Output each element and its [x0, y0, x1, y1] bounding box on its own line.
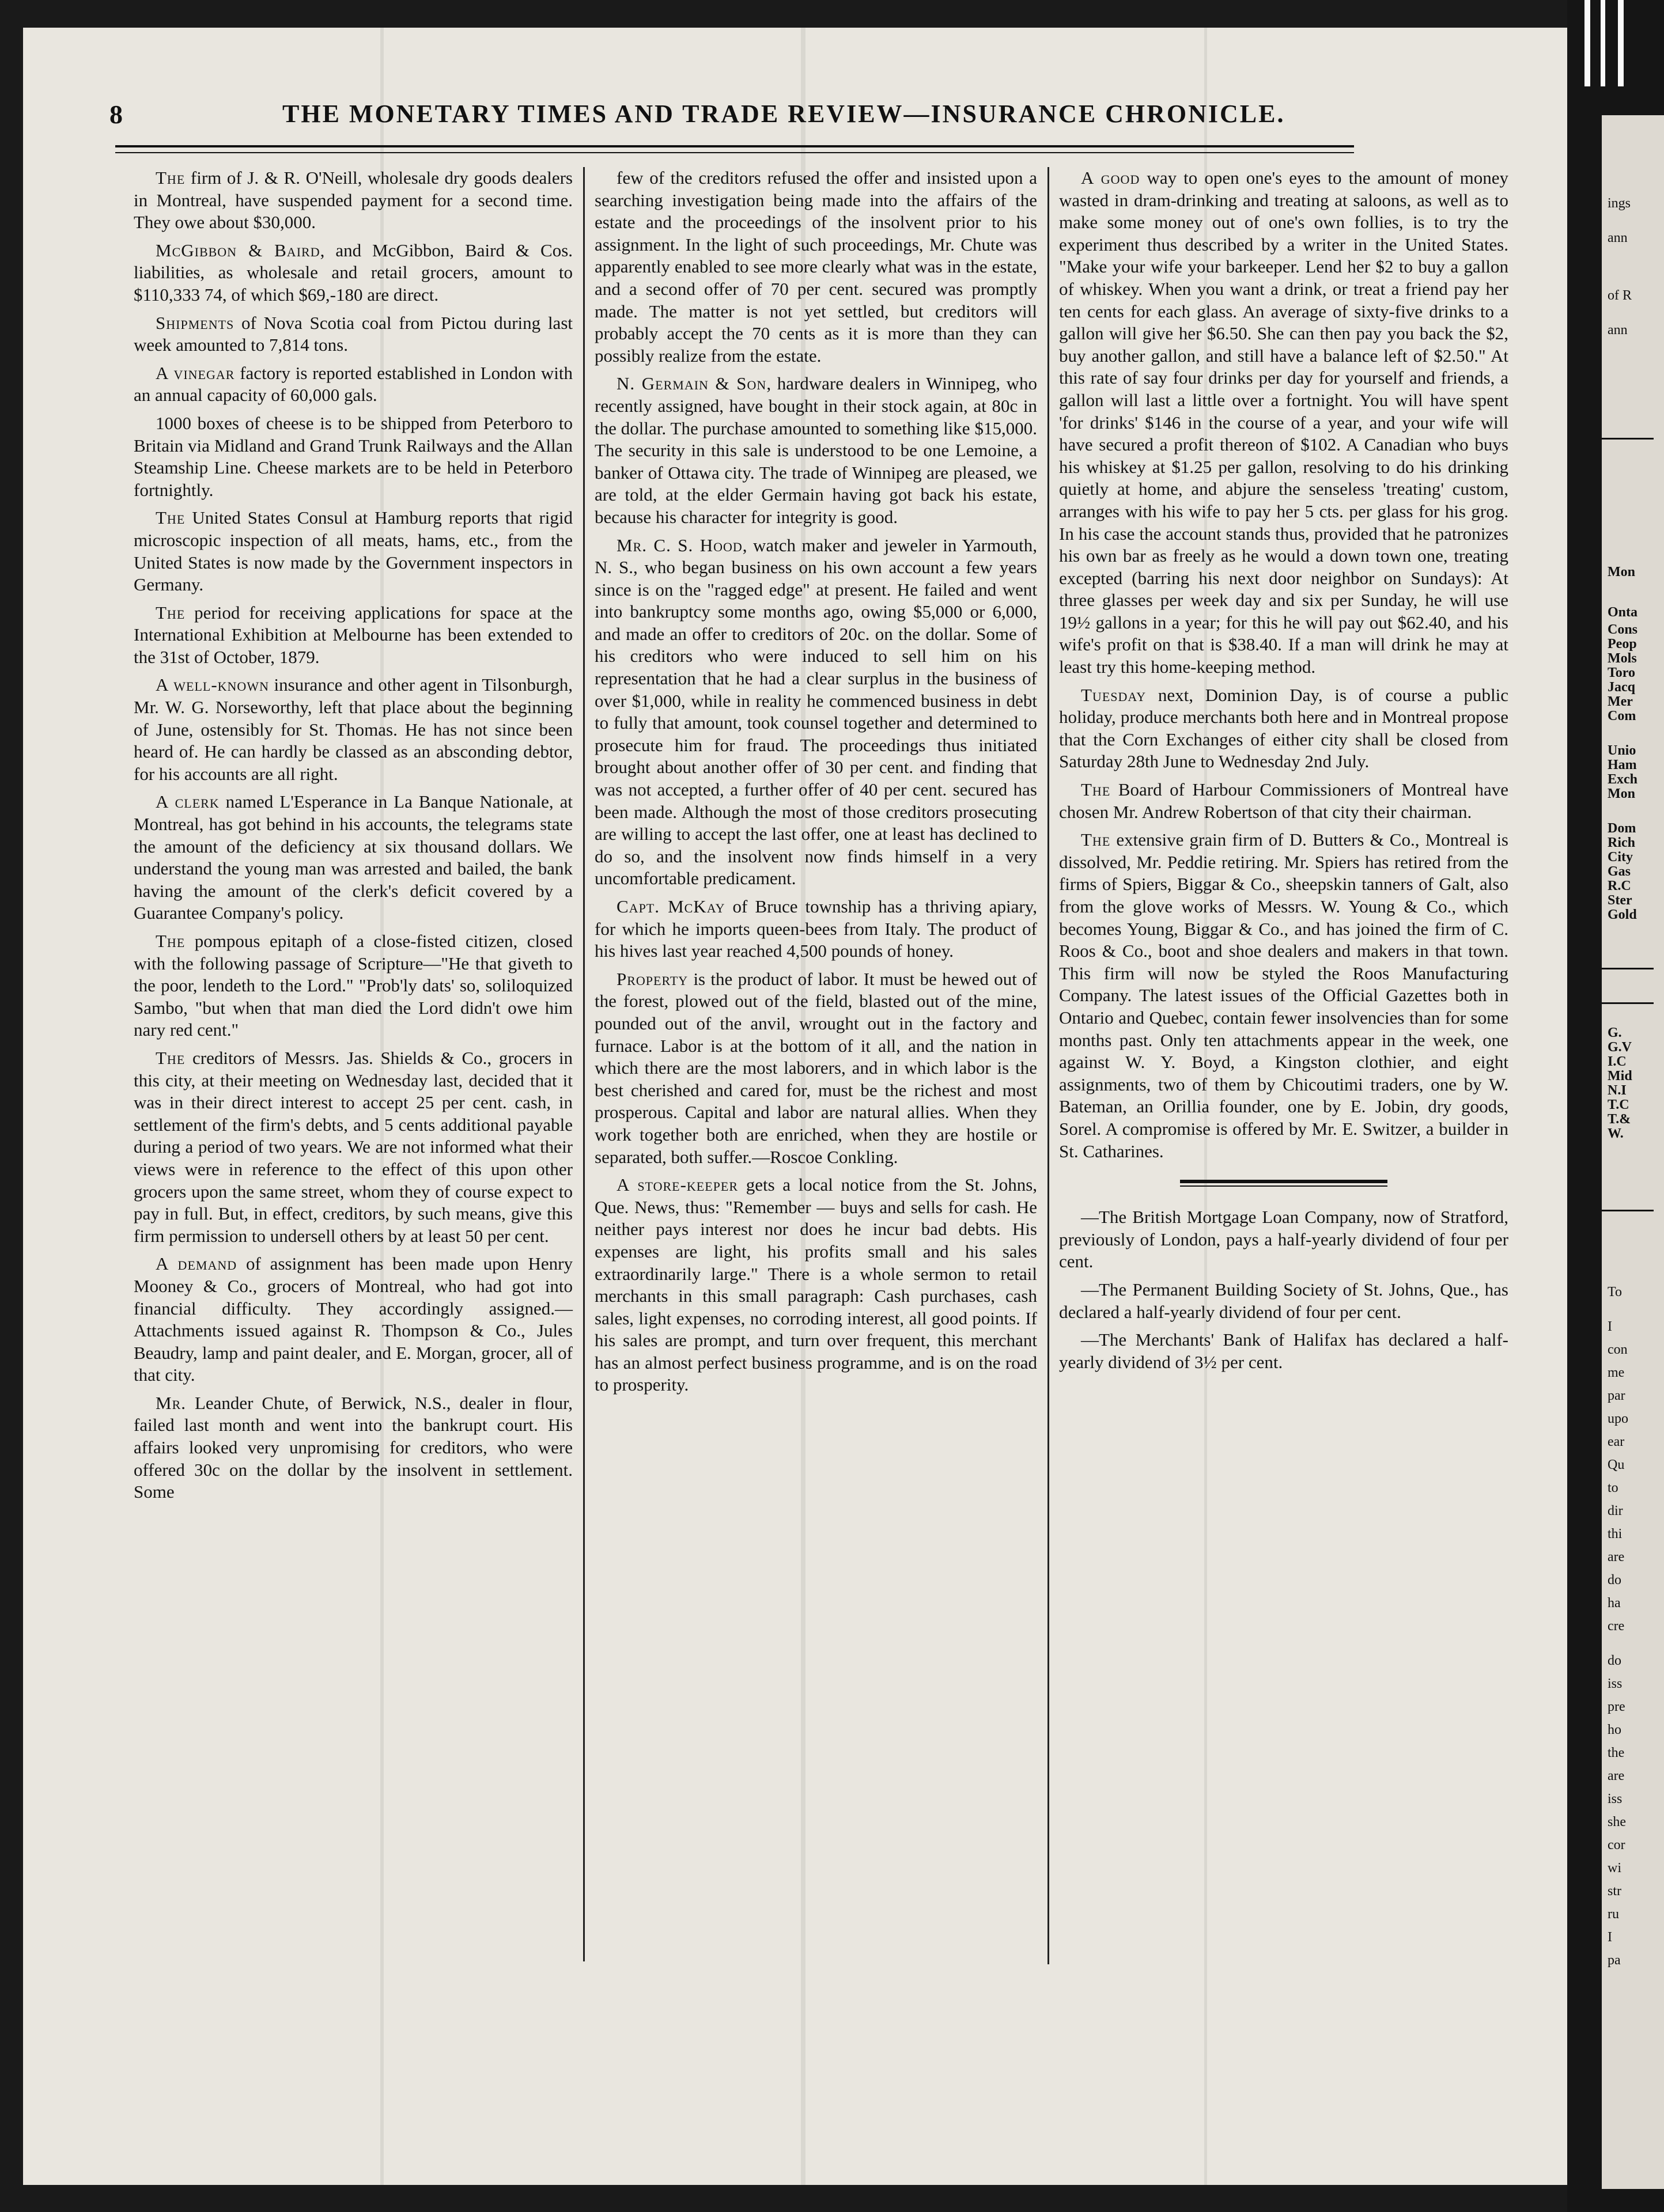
adjacent-page-fragment: Ster: [1608, 893, 1632, 908]
news-item-text: 1000 boxes of cheese is to be shipped from Peterboro to Britain via Midland and Grand Trunk Railways and the Allan Steamship Line. Cheese markets are to be held in Peterboro fortnightly.: [134, 412, 573, 500]
adjacent-page-fragment: dir: [1608, 1503, 1623, 1518]
news-item-lead: The: [156, 931, 186, 951]
adjacent-page-fragment: I: [1608, 1930, 1612, 1945]
adjacent-page-fragment: ho: [1608, 1722, 1621, 1737]
news-item-text: is the product of labor. It must be hewed out of the forest, plowed out of the field, blasted out of the mine, pounded out of the anvil, wrought out in the factory and furnace. Labor is at the bottom of it all, and the nation in which there are the most laborers, and in which labor is the best cherished and cared for, must be the richest and most prosperous. Capital and labor are natural allies. When they work together both are enriched, when they are hostile or separated, both suffer.—Roscoe Conkling.: [595, 968, 1037, 1167]
news-item: [134, 1253, 573, 1387]
adjacent-page-fragment: T.&: [1608, 1112, 1631, 1127]
news-item: [134, 507, 573, 596]
column-divider: [583, 167, 585, 1961]
news-item-text: period for receiving applications for space at the International Exhibition at Melbourne has been extended to the 31st of October, 1879.: [134, 602, 573, 667]
adjacent-page-fragment: Mols: [1608, 651, 1637, 666]
adjacent-page-fragment: Com: [1608, 709, 1636, 724]
news-item: [134, 1047, 573, 1247]
adjacent-page-fragment: me: [1608, 1365, 1625, 1380]
adjacent-page-fragment: Unio: [1608, 743, 1636, 758]
adjacent-page-fragment: Mon: [1608, 565, 1635, 579]
news-item-text: —The British Mortgage Loan Company, now of Stratford, previously of London, pays a half-yearly dividend of four per cent.: [1059, 1207, 1508, 1272]
adjacent-page-fragment: do: [1608, 1653, 1621, 1668]
news-item: [134, 674, 573, 785]
adjacent-page-fragment: pre: [1608, 1699, 1625, 1714]
adjacent-page-fragment: str: [1608, 1884, 1621, 1899]
scan-edge-bar: [1618, 0, 1624, 86]
adjacent-page-fragment: ann: [1608, 323, 1628, 338]
news-item-text: of Nova Scotia coal from Pictou during last week amounted to 7,814 tons.: [134, 312, 573, 355]
news-item-text: creditors of Messrs. Jas. Shields & Co., grocers in this city, at their meeting on Wednesday last, decided that it was in their direct interest to accept 25 per cent. cash, in settlement of the firm's debts, and 5 cents additional payable during a period of two years. We are not informed what their views were in reference to the effect of this upon other grocers upon the same street, whom they of course expect to pay in full. But, in effect, creditors, by such means, give this firm permission to undersell others by at least 50 per cent.: [134, 1047, 573, 1246]
adjacent-page-fragment: to: [1608, 1480, 1618, 1495]
news-item: [595, 373, 1037, 528]
news-item-lead: The: [1081, 779, 1111, 800]
adjacent-page-fragment: thi: [1608, 1527, 1623, 1541]
news-item-lead: A store-keeper: [617, 1175, 739, 1195]
adjacent-page-fragment: the: [1608, 1745, 1625, 1760]
news-item-text: Leander Chute, of Berwick, N.S., dealer in flour, failed last month and went into the bankrupt court. His affairs looked very unpromising for creditors, who were offered 30c on the dollar by the insolvent in settlement. Some: [134, 1392, 573, 1502]
adjacent-page-fragment: G.: [1608, 1025, 1622, 1040]
column-2: [595, 167, 1037, 1402]
scan-edge-bar: [1601, 0, 1605, 86]
news-item: [134, 240, 573, 306]
news-item-text: of Bruce township has a thriving apiary, for which he imports queen-bees from Italy. The product of his hives last year reached 4,500 pounds of honey.: [595, 896, 1037, 961]
section-divider: [1180, 1180, 1387, 1183]
adjacent-page-rule: [1602, 1210, 1654, 1211]
news-item: [1059, 1329, 1508, 1373]
news-item-lead: The: [156, 507, 186, 528]
adjacent-page-fragment: I: [1608, 1319, 1612, 1334]
news-item-text: named L'Esperance in La Banque Nationale, at Montreal, has got behind in his accounts, the telegrams state the amount of the deficiency at six thousand dollars. We understand the young man was arrested and bailed, the bank having the amount of the clerk's deficit covered by a Guarantee Company's policy.: [134, 791, 573, 923]
adjacent-page-fragment: Dom: [1608, 821, 1636, 836]
news-item: [595, 167, 1037, 367]
news-item-text: insurance and other agent in Tilsonburgh, Mr. W. G. Norseworthy, left that place about the beginning of June, ostensibly for St. Thomas. He has not since been heard of. He can hardly be classed as an absconding debtor, for his accounts are all right.: [134, 675, 573, 784]
news-item-lead: A good: [1081, 168, 1140, 188]
news-item-lead: A demand: [156, 1253, 237, 1274]
news-item: [134, 1392, 573, 1503]
adjacent-page-fragment: Onta: [1608, 605, 1638, 620]
column-3: [1059, 167, 1508, 1379]
adjacent-page-fragment: Mid: [1608, 1069, 1632, 1084]
news-item: [1059, 684, 1508, 773]
section-divider: [1180, 1185, 1387, 1187]
adjacent-page-fragment: G.V: [1608, 1040, 1632, 1055]
news-item-lead: Mr. C. S. Hood: [617, 535, 743, 555]
adjacent-page-fragment: City: [1608, 850, 1633, 865]
adjacent-page-fragment: do: [1608, 1573, 1621, 1588]
news-item-text: few of the creditors refused the offer and insisted upon a searching investigation being made into the affairs of the estate and the proceedings of the insolvent prior to his assignment. In the light of such proceedings, Mr. Chute was apparently enabled to see more clearly what was in the estate, and a second offer of 70 per cent. secured was promptly made. The matter is not yet settled, but creditors will probably accept the 70 cents as it is more than they can possibly realize from the estate.: [595, 168, 1037, 366]
adjacent-page-fragment: Cons: [1608, 622, 1638, 637]
news-item-text: gets a local notice from the St. Johns, Que. News, thus: "Remember — buys and sells for cash. He neither pays interest nor does he incur bad debts. His expenses are light, his profits small and his sales extraordinarily large." There is a whole sermon to retail merchants in this small paragraph: Cash purchases, cash sales, light expenses, no corroding interest, all good points. If his sales are prompt, and turn over frequent, this merchant has an almost perfect business programme, and is on the road to prosperity.: [595, 1175, 1038, 1395]
adjacent-page-rule: [1602, 968, 1654, 969]
adjacent-page-fragment: ha: [1608, 1596, 1621, 1611]
adjacent-page-fragment: Gold: [1608, 907, 1637, 922]
news-item: [134, 602, 573, 669]
header-rule: [115, 152, 1354, 153]
adjacent-page-fragment: cre: [1608, 1619, 1625, 1634]
column-divider: [1047, 167, 1049, 1964]
adjacent-page-fragment: par: [1608, 1388, 1625, 1403]
adjacent-page-fragment: ann: [1608, 230, 1628, 245]
news-item: [1059, 1279, 1508, 1323]
news-item-lead: Property: [617, 968, 689, 989]
adjacent-page-fragment: I.C: [1608, 1054, 1627, 1069]
news-item: [1059, 1206, 1508, 1273]
news-item: [134, 412, 573, 501]
news-item: [134, 362, 573, 407]
news-item-lead: The: [156, 1047, 186, 1068]
adjacent-page-fragment: W.: [1608, 1126, 1624, 1141]
news-item: [1059, 167, 1508, 679]
masthead: THE MONETARY TIMES AND TRADE REVIEW—INSURANCE CHRONICLE.: [282, 100, 1285, 128]
adjacent-page-edge: [1602, 115, 1664, 2189]
news-item: [134, 791, 573, 925]
news-item: [134, 930, 573, 1041]
news-item-text: , watch maker and jeweler in Yarmouth, N. S., who began business on his own account a few years since is on the "ragged edge" at present. He failed and went into bankruptcy some months ago, owing $5,000 or 6,000, and made an offer to creditors of 20c. on the dollar. Some of his creditors who were induced to sell him on his representation that he had a clear surplus in the business of over $1,000, while in reality he commenced business in debt to fully that amount, took counsel together and determined to prosecute him for fraud. The proceedings thus initiated brought about another offer of 30 per cent. and finding that was not accepted, a further offer of 40 per cent. secured has been made. Although the most of those creditors prosecuting are willing to accept the last offer, one at least has declined to do so, and the insolvent now finds himself in a very uncomfortable predicament.: [595, 535, 1037, 889]
news-item-lead: Mr.: [156, 1392, 186, 1413]
page-number: 8: [109, 100, 123, 129]
news-item-text: pompous epitaph of a close-fisted citizen, closed with the following passage of Scripture—"He that giveth to the poor, lendeth to the Lord." "Prob'ly dats' so, soliloquized Sambo, "but when that man died the Lord didn't owe him nary red cent.": [134, 931, 573, 1040]
news-item-text: , hardware dealers in Winnipeg, who recently assigned, have bought in their stock again, at 80c in the dollar. The purchase amounted to something like $15,000. The security in this sale is understood to be one Lemoine, a banker of Ottawa city. The trade of Winnipeg are pleased, we are told, at the elder Germain having got back his estate, because his character for integrity is good.: [595, 373, 1037, 527]
adjacent-page-fragment: iss: [1608, 1676, 1623, 1691]
adjacent-page-fragment: con: [1608, 1342, 1628, 1357]
news-item-text: way to open one's eyes to the amount of money wasted in dram-drinking and treating at saloons, as well as to make some money out of one's own follies, is to try the experiment thus described by a writer in the United States. "Make your wife your barkeeper. Lend her $2 to buy a gallon of whiskey. When you want a drink, or treat a friend pay her ten cents for each glass. An average of sixty-five drinks to a gallon will give her $6.50. She can then pay you back the $2, buy another gallon, and still have a balance left of $2.50." At this rate of say four drinks per day for yourself and friends, a gallon will last a little over a fortnight. You will have spent 'for drinks' $146 in the course of a year, and your wife will have secured a profit thereon of $102. A Canadian who buys his whiskey at $1.25 per gallon, resolving to do his drinking quietly at home, and abjure the senseless 'treating' custom, arranges with his wife to pay her 5 cts. per glass for his grog. In his case the account stands thus, provided that he patronizes his own bar as freely as he would a down town one, treating excepted (barring his next door neighbor on Sundays): At three glasses per week day and six per Sunday, he will use 19½ gallons in a year; for this he will pay out $62.40, and his wife's profit on that is $38.40. If a man will drink he may at least try this home-keeping method.: [1059, 168, 1508, 677]
adjacent-page-fragment: N.I: [1608, 1083, 1627, 1098]
adjacent-page-fragment: ings: [1608, 196, 1631, 211]
adjacent-page-fragment: T.C: [1608, 1097, 1629, 1112]
news-item-text: next, Dominion Day, is of course a public holiday, produce merchants both here and in Montreal propose that the Corn Exchanges of either city shall be closed from Saturday 28th June to Wednesday 2nd July.: [1059, 684, 1508, 772]
adjacent-page-fragment: of R: [1608, 288, 1632, 303]
news-item-text: of assignment has been made upon Henry Mooney & Co., grocers of Montreal, who had got into financial difficulty. They accordingly assigned.—Attachments issued against R. Thompson & Co., Jules Beaudry, lamp and paint dealer, and E. Morgan, grocer, all of that city.: [134, 1253, 573, 1385]
news-item-text: United States Consul at Hamburg reports that rigid microscopic inspection of all meats, hams, etc., from the United States is now made by the Government inspectors in Germany.: [134, 507, 573, 595]
news-item-text: extensive grain firm of D. Butters & Co., Montreal is dissolved, Mr. Peddie retiring. Mr. Spiers has retired from the firms of Spiers, Biggar & Co., sheepskin tanners of Galt, also from the glove works of Messrs. W. Young & Co., which becomes Young, Biggar & Co., and has joined the firm of C. Roos & Co., boot and shoe dealers and makers in that town. This firm will now be styled the Roos Manufacturing Company. The latest issues of the Official Gazettes both in Ontario and Quebec, contain fewer insolvencies than for some months past. Only ten attachments appear in the week, one against W. Y. Boyd, a Kingston clothier, and eight assignments, two of them by Chicoutimi traders, one by W. Bateman, an Orillia founder, one by E. Jobin, dry goods, Sorel. A compromise is offered by Mr. E. Switzer, a builder in St. Catharines.: [1059, 830, 1508, 1161]
adjacent-page-rule: [1602, 1002, 1654, 1004]
adjacent-page-fragment: Peop: [1608, 637, 1637, 652]
news-item-lead: The: [1081, 830, 1111, 850]
adjacent-page-fragment: iss: [1608, 1791, 1623, 1806]
news-item-lead: A clerk: [156, 791, 220, 812]
news-item-lead: The: [156, 168, 186, 188]
news-item-text: Board of Harbour Commissioners of Montreal have chosen Mr. Andrew Robertson of that city their chairman.: [1059, 779, 1508, 822]
adjacent-page-fragment: Jacq: [1608, 680, 1635, 695]
adjacent-page-fragment: are: [1608, 1768, 1625, 1783]
news-item: [595, 968, 1037, 1168]
news-item-lead: N. Germain & Son: [617, 373, 767, 394]
adjacent-page-fragment: upo: [1608, 1411, 1628, 1426]
adjacent-page-fragment: To: [1608, 1285, 1622, 1300]
adjacent-page-fragment: cor: [1608, 1838, 1625, 1853]
adjacent-page-fragment: Exch: [1608, 772, 1638, 787]
column-1: [134, 167, 573, 1509]
adjacent-page-fragment: she: [1608, 1815, 1626, 1830]
scan-edge-bar: [1584, 0, 1590, 86]
news-item: [134, 167, 573, 234]
news-item: [1059, 829, 1508, 1162]
news-item-text: , and McGibbon, Baird & Cos. liabilities, as wholesale and retail grocers, amount to $110,333 74, of which $69,-180 are direct.: [134, 240, 573, 305]
adjacent-page-fragment: R.C: [1608, 878, 1631, 893]
adjacent-page-fragment: Mon: [1608, 786, 1635, 801]
news-item: [1059, 779, 1508, 823]
adjacent-page-fragment: Gas: [1608, 864, 1631, 879]
adjacent-page-fragment: Rich: [1608, 835, 1635, 850]
page-header: [109, 92, 1342, 138]
news-item-lead: Tuesday: [1081, 684, 1147, 705]
news-item-lead: Shipments: [156, 312, 235, 333]
adjacent-page-fragment: wi: [1608, 1861, 1621, 1876]
adjacent-page-fragment: Toro: [1608, 665, 1636, 680]
news-item-text: —The Permanent Building Society of St. Johns, Que., has declared a half-yearly dividend of four per cent.: [1059, 1279, 1508, 1322]
news-item-lead: A vinegar: [156, 362, 235, 383]
news-item: [595, 535, 1037, 891]
adjacent-page-fragment: are: [1608, 1550, 1625, 1565]
adjacent-page-fragment: ru: [1608, 1907, 1619, 1922]
adjacent-page-fragment: ear: [1608, 1434, 1625, 1449]
news-item-text: factory is reported established in London with an annual capacity of 60,000 gals.: [134, 362, 573, 406]
news-item-text: firm of J. & R. O'Neill, wholesale dry goods dealers in Montreal, have suspended payment for a second time. They owe about $30,000.: [134, 168, 573, 233]
adjacent-page-fragment: Qu: [1608, 1457, 1625, 1472]
news-item-text: —The Merchants' Bank of Halifax has declared a half-yearly dividend of 3½ per cent.: [1059, 1330, 1508, 1372]
news-item-lead: A well-known: [156, 675, 269, 695]
news-item-lead: Capt. McKay: [617, 896, 725, 916]
news-item: [595, 1174, 1037, 1396]
adjacent-page-fragment: pa: [1608, 1953, 1621, 1968]
adjacent-page-fragment: Mer: [1608, 694, 1633, 709]
adjacent-page-rule: [1602, 438, 1654, 440]
adjacent-page-fragment: Ham: [1608, 757, 1637, 772]
news-item: [134, 312, 573, 357]
news-item-lead: McGibbon & Baird: [156, 240, 320, 260]
news-item: [595, 896, 1037, 963]
header-rule: [115, 145, 1354, 147]
news-item-lead: The: [156, 602, 186, 623]
